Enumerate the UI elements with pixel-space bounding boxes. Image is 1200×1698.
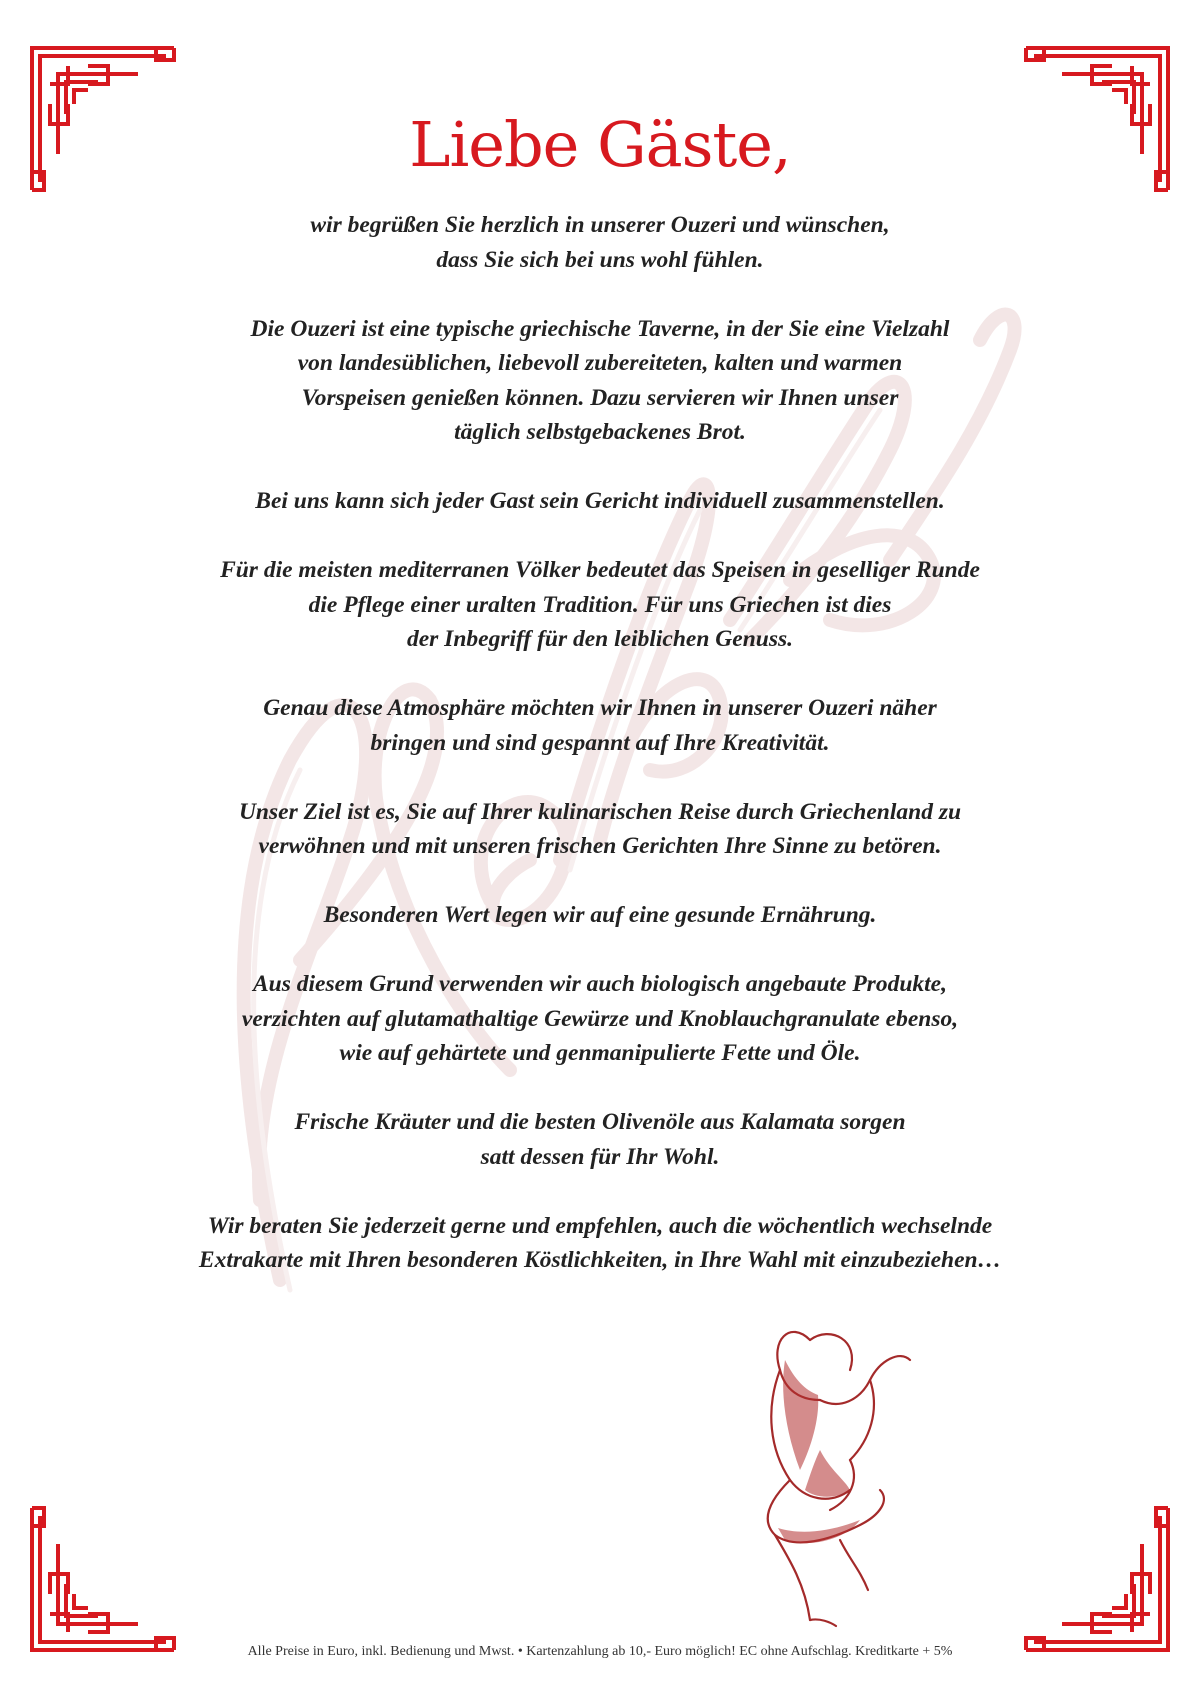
- figure-illustration: [750, 1300, 930, 1630]
- paragraph: [140, 1209, 1060, 1278]
- price-footer-note: Alle Preise in Euro, inkl. Bedienung und Mwst. • Kartenzahlung ab 10,- Euro möglich! EC ohne Aufschlag. Kreditkarte + 5%: [247, 1644, 953, 1659]
- text-line: Die Ouzeri ist eine typische griechische Taverne, in der Sie eine Vielzahl: [250, 315, 950, 342]
- text-line: satt dessen für Ihr Wohl.: [480, 1143, 720, 1170]
- text-line: täglich selbstgebackenes Brot.: [454, 419, 746, 445]
- paragraph: [140, 553, 1060, 657]
- text-line: der Inbegriff für den leiblichen Genuss.: [406, 626, 794, 652]
- paragraph: [140, 967, 1060, 1071]
- text-line: verzichten auf glutamathaltige Gewürze und Knoblauchgranulate ebenso,: [241, 1005, 959, 1032]
- corner-ornament-bottom-right: [1002, 1484, 1172, 1654]
- text-line: Unser Ziel ist es, Sie auf Ihrer kulinarischen Reise durch Griechenland zu: [238, 798, 962, 825]
- paragraph: [140, 691, 1060, 760]
- text-line: Frische Kräuter und die besten Olivenöle aus Kalamata sorgen: [294, 1109, 906, 1135]
- paragraph: [140, 1105, 1060, 1174]
- text-line: wir begrüßen Sie herzlich in unserer Ouzeri und wünschen,: [310, 212, 890, 238]
- text-line: Aus diesem Grund verwenden wir auch biologisch angebaute Produkte,: [253, 971, 947, 997]
- text-line: Für die meisten mediterranen Völker bedeutet das Speisen in geselliger Runde: [220, 557, 980, 583]
- paragraph: [140, 898, 1060, 933]
- greek-key-corner-icon: [1002, 1484, 1172, 1654]
- text-line: Bei uns kann sich jeder Gast sein Gericht individuell zusammenstellen.: [255, 488, 945, 514]
- paragraph: [140, 312, 1060, 450]
- text-line: Genau diese Atmosphäre möchten wir Ihnen in unserer Ouzeri näher: [263, 695, 937, 721]
- text-line: die Pflege einer uralten Tradition. Für uns Griechen ist dies: [308, 591, 892, 618]
- text-line: verwöhnen und mit unseren frischen Gerichten Ihre Sinne zu betören.: [258, 833, 942, 859]
- greek-key-corner-icon: [28, 1484, 198, 1654]
- corner-ornament-bottom-left: [28, 1484, 198, 1654]
- text-line: Extrakarte mit Ihren besonderen Köstlichkeiten, in Ihre Wahl mit einzubeziehen…: [198, 1247, 1002, 1273]
- text-line: Vorspeisen genießen können. Dazu servieren wir Ihnen unser: [301, 384, 899, 411]
- seated-figure-icon: [750, 1300, 930, 1630]
- welcome-text: [140, 208, 1060, 1312]
- text-line: Besonderen Wert legen wir auf eine gesunde Ernährung.: [323, 902, 877, 928]
- text-line: dass Sie sich bei uns wohl fühlen.: [436, 246, 764, 273]
- text-line: Wir beraten Sie jederzeit gerne und empfehlen, auch die wöchentlich wechselnde: [207, 1212, 993, 1239]
- page-title: Liebe Gäste,: [409, 108, 791, 181]
- text-line: bringen und sind gespannt auf Ihre Kreativität.: [370, 729, 830, 756]
- paragraph: [140, 208, 1060, 277]
- paragraph: [140, 484, 1060, 519]
- paragraph: [140, 795, 1060, 864]
- text-line: von landesüblichen, liebevoll zubereiteten, kalten und warmen: [297, 350, 903, 376]
- text-line: wie auf gehärtete und genmanipulierte Fette und Öle.: [339, 1040, 861, 1066]
